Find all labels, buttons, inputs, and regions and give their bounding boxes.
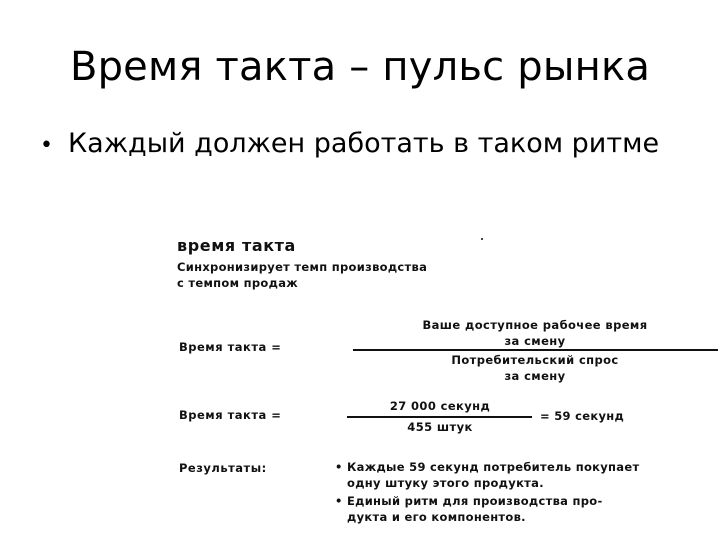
bullet-text: Каждый должен работать в таком ритме [68, 128, 660, 159]
formula2-denominator: 455 штук [407, 420, 473, 434]
formula1-fraction-bar [353, 349, 718, 351]
slide-title: Время такта – пульс рынка [69, 44, 651, 90]
bullet-dot-icon: • [40, 133, 53, 158]
result-item1-line2: одну штуку этого продукта. [347, 476, 544, 490]
result-item2-line1: • Единый ритм для производства про- [335, 494, 603, 508]
results-label: Результаты: [179, 461, 267, 475]
figure-heading: время такта [177, 236, 296, 255]
formula2-fraction-bar [347, 416, 532, 418]
figure-desc-line1: Синхронизирует темп производства [177, 260, 428, 274]
formula1-denominator-line1: Потребительский спрос [451, 353, 619, 367]
formula2-label: Время такта = [179, 408, 282, 422]
formula2-result: = 59 секунд [540, 409, 625, 423]
formula1-numerator-line2: за смену [504, 334, 566, 348]
formula1-label: Время такта = [179, 340, 282, 354]
formula1-numerator-line1: Ваше доступное рабочее время [422, 318, 648, 332]
bullet-item [40, 128, 659, 159]
scanned-figure [175, 236, 720, 536]
formula1-denominator-line2: за смену [504, 369, 566, 383]
result-item1-line1: • Каждые 59 секунд потребитель покупает [335, 460, 640, 474]
formula2-numerator: 27 000 секунд [389, 399, 491, 413]
figure-desc-line2: с темпом продаж [177, 276, 299, 290]
result-item2-line2: дукта и его компонентов. [347, 510, 526, 524]
scan-speck [481, 238, 483, 240]
